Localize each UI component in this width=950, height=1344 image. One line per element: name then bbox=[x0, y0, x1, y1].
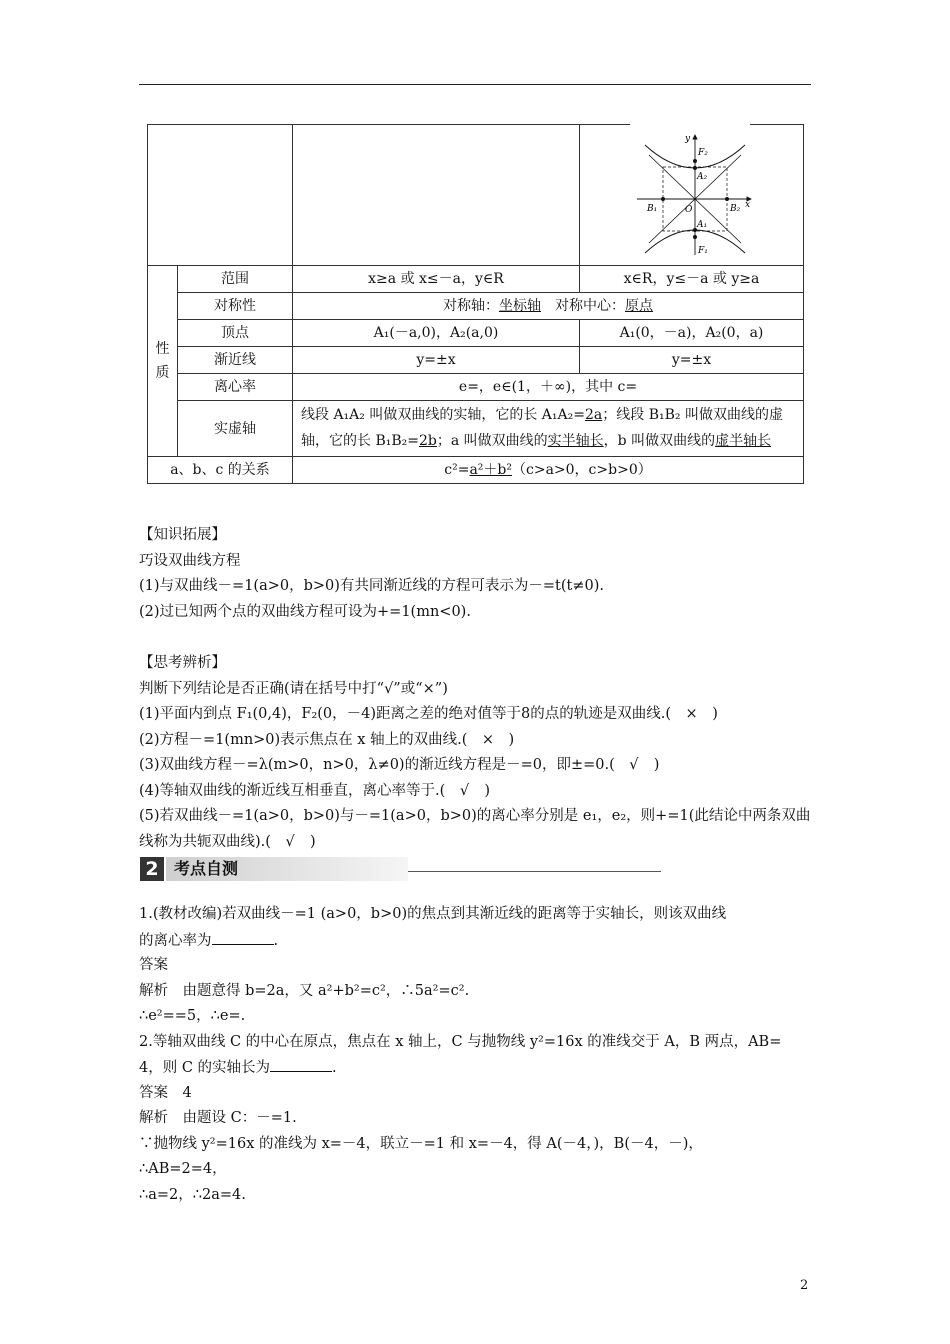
group-label-text: 性质 bbox=[155, 340, 170, 381]
range-horizontal: x≥a 或 x≤－a，y∈R bbox=[293, 266, 580, 293]
vertex-horizontal: A₁(－a,0)，A₂(a,0) bbox=[293, 320, 580, 347]
graph-row bbox=[148, 125, 804, 266]
label-vertex: 顶点 bbox=[178, 320, 293, 347]
graph-label-o: O bbox=[685, 205, 693, 215]
graph-label-f1: F₁ bbox=[698, 246, 708, 256]
properties-group-label bbox=[148, 266, 178, 457]
semi-real-axis: 实半轴长 bbox=[547, 433, 604, 449]
thinking-item-end: ) bbox=[653, 757, 660, 773]
thinking-item-end: ) bbox=[508, 731, 515, 748]
row-relation bbox=[148, 457, 804, 484]
thinking-item-mark: × bbox=[685, 706, 698, 722]
eccentricity-value: e=，e∈(1，＋∞)，其中 c= bbox=[293, 374, 804, 401]
hyperbola-properties-table bbox=[147, 124, 804, 484]
asymptote-vertical: y=±x bbox=[580, 347, 804, 374]
vertex-a2-point bbox=[693, 166, 697, 170]
label-relation: a、b、c 的关系 bbox=[148, 457, 293, 484]
row-vertex bbox=[148, 320, 804, 347]
graph-label-b2: B₂ bbox=[730, 204, 741, 214]
problem-2-step: ∵抛物线 y²=16x 的准线为 x=－4，联立－=1 和 x=－4，得 A(－4，)，B(－4，－)， bbox=[139, 1135, 703, 1152]
problem-2-step: ∴AB=2=4， bbox=[139, 1161, 227, 1177]
graph-label-a1: A₁ bbox=[697, 220, 708, 230]
row-range bbox=[148, 266, 804, 293]
symmetry-value bbox=[293, 293, 804, 320]
problem-2-answer: 答案 4 bbox=[139, 1084, 192, 1101]
symmetry-center: 原点 bbox=[625, 298, 653, 314]
problem-1-line: 1.(教材改编)若双曲线－=1 (a>0，b>0)的焦点到其渐近线的距离等于实轴长，则该双曲线 bbox=[139, 906, 727, 922]
graph-row-label bbox=[148, 125, 293, 266]
label-asymptote: 渐近线 bbox=[178, 347, 293, 374]
asymptote-horizontal: y=±x bbox=[293, 347, 580, 374]
relation-value bbox=[293, 457, 804, 484]
problem-1-end: . bbox=[273, 932, 279, 949]
label-range: 范围 bbox=[178, 266, 293, 293]
answer-blank bbox=[270, 1055, 332, 1072]
vertical-hyperbola-graph bbox=[635, 131, 755, 257]
thinking-heading: 【思考辨析】 bbox=[139, 655, 226, 671]
problem-1-conclusion: ∴e²==5，∴e=. bbox=[139, 1008, 246, 1024]
thinking-item-text: (2)方程－=1(mn>0)表示焦点在 x 轴上的双曲线.( bbox=[139, 731, 468, 748]
section-number: 2 bbox=[140, 857, 164, 881]
problem-2-line: 2.等轴双曲线 C 的中心在原点，焦点在 x 轴上，C 与抛物线 y²=16x 的准线交于 A，B 两点，AB= bbox=[139, 1033, 782, 1050]
thinking-item-text: (5)若双曲线－=1(a>0，b>0)与－=1(a>0，b>0)的离心率分别是 e₁，e₂，则+=1(此结论中两条双曲线称为共轭双曲线).( bbox=[139, 808, 811, 850]
problem-2-end: . bbox=[332, 1060, 337, 1076]
page-number: 2 bbox=[800, 1278, 809, 1293]
axes-text: ；线段 B₁B₂ 叫做双曲线的虚轴，它的长 B₁B₂= bbox=[301, 407, 783, 449]
knowledge-extension bbox=[139, 523, 819, 625]
axes-text: ；a 叫做双曲线的 bbox=[436, 433, 548, 449]
extension-item: (1)与双曲线－=1(a>0，b>0)有共同渐近线的方程可表示为－=t(t≠0). bbox=[139, 578, 605, 594]
range-vertical: x∈R，y≤－a 或 y≥a bbox=[580, 266, 804, 293]
axes-text: ，b 叫做双曲线的 bbox=[603, 433, 716, 449]
graph-label-a2: A₂ bbox=[697, 172, 708, 182]
graph-label-y: y bbox=[685, 134, 691, 144]
extension-item: (2)过已知两个点的双曲线方程可设为+=1(mn<0). bbox=[139, 603, 471, 620]
section-title: 考点自测 bbox=[174, 859, 239, 878]
header-rule bbox=[139, 84, 811, 85]
problem-2-text: 4，则 C 的实轴长为 bbox=[139, 1060, 271, 1076]
graph-label-x: x bbox=[745, 200, 751, 210]
thinking-item bbox=[139, 702, 819, 728]
thinking-item-end: ) bbox=[712, 706, 718, 722]
symmetry-axis-prefix: 对称轴： bbox=[443, 298, 499, 314]
relation-formula: a²＋b² bbox=[469, 462, 512, 478]
answer-blank bbox=[212, 928, 274, 945]
thinking-item-end: ) bbox=[309, 833, 316, 850]
problem-1-answer: 答案 bbox=[139, 957, 168, 973]
graph-cell-horizontal bbox=[293, 125, 580, 266]
label-eccentricity: 离心率 bbox=[178, 374, 293, 401]
section-header bbox=[139, 857, 524, 881]
thinking-item-text: (4)等轴双曲线的渐近线互相垂直，离心率等于.( bbox=[139, 782, 446, 799]
thinking-item-mark: √ bbox=[629, 757, 639, 773]
b2-point bbox=[725, 197, 729, 201]
problem-1-line bbox=[139, 928, 814, 954]
self-test-problems bbox=[139, 902, 814, 1208]
thinking-intro: 判断下列结论是否正确(请在括号中打“√”或“×”) bbox=[139, 680, 448, 697]
graph-label-b1: B₁ bbox=[647, 204, 658, 214]
problem-2-analysis: 解析 由题设 C：－=1. bbox=[139, 1110, 297, 1126]
thinking-item-mark: √ bbox=[285, 833, 295, 850]
b1-point bbox=[661, 197, 665, 201]
thinking-item-mark: √ bbox=[459, 782, 470, 799]
symmetry-axis: 坐标轴 bbox=[499, 298, 541, 314]
focus-f2-point bbox=[693, 159, 697, 163]
table-top-gap bbox=[630, 120, 750, 126]
row-axes bbox=[148, 401, 804, 457]
problem-1-analysis: 解析 由题意得 b=2a，又 a²+b²=c²，∴5a²=c². bbox=[139, 982, 470, 999]
thinking-analysis bbox=[139, 651, 819, 850]
problem-2-line bbox=[139, 1055, 814, 1081]
thinking-item bbox=[139, 779, 819, 805]
semi-imag-axis: 虚半轴长 bbox=[715, 433, 772, 449]
axes-text: 线段 A₁A₂ 叫做双曲线的实轴，它的长 A₁A₂= bbox=[301, 407, 585, 423]
axes-description bbox=[293, 401, 804, 457]
thinking-item-mark: × bbox=[481, 731, 495, 748]
thinking-item-end: ) bbox=[484, 782, 490, 799]
thinking-item-text: (1)平面内到点 F₁(0,4)，F₂(0，－4)距离之差的绝对值等于8的点的轨迹是双曲线.( bbox=[139, 706, 672, 722]
problem-2-step: ∴a=2，∴2a=4. bbox=[139, 1186, 246, 1203]
thinking-item-text: (3)双曲线方程－=λ(m>0，n>0，λ≠0)的渐近线方程是－=0，即±=0.( bbox=[139, 757, 615, 773]
row-asymptote bbox=[148, 347, 804, 374]
focus-f1-point bbox=[693, 235, 697, 239]
symmetry-center-prefix: 对称中心： bbox=[555, 298, 625, 314]
extension-heading: 【知识拓展】 bbox=[139, 527, 226, 543]
thinking-item bbox=[139, 728, 819, 754]
label-symmetry: 对称性 bbox=[178, 293, 293, 320]
row-symmetry bbox=[148, 293, 804, 320]
thinking-item bbox=[139, 804, 811, 850]
vertex-vertical: A₁(0，－a)，A₂(0，a) bbox=[580, 320, 804, 347]
relation-prefix: c²= bbox=[444, 462, 470, 478]
real-axis-length: 2a bbox=[584, 407, 603, 423]
problem-1-text: 的离心率为 bbox=[139, 932, 212, 949]
extension-subheading: 巧设双曲线方程 bbox=[139, 552, 241, 569]
relation-suffix: （c>a>0，c>b>0） bbox=[512, 462, 652, 478]
section-rule bbox=[408, 871, 661, 872]
imag-axis-length: 2b bbox=[418, 433, 437, 449]
thinking-item bbox=[139, 753, 819, 779]
label-axes: 实虚轴 bbox=[178, 401, 293, 457]
graph-label-f2: F₂ bbox=[698, 148, 708, 158]
row-eccentricity bbox=[148, 374, 804, 401]
graph-cell-vertical bbox=[580, 125, 804, 266]
